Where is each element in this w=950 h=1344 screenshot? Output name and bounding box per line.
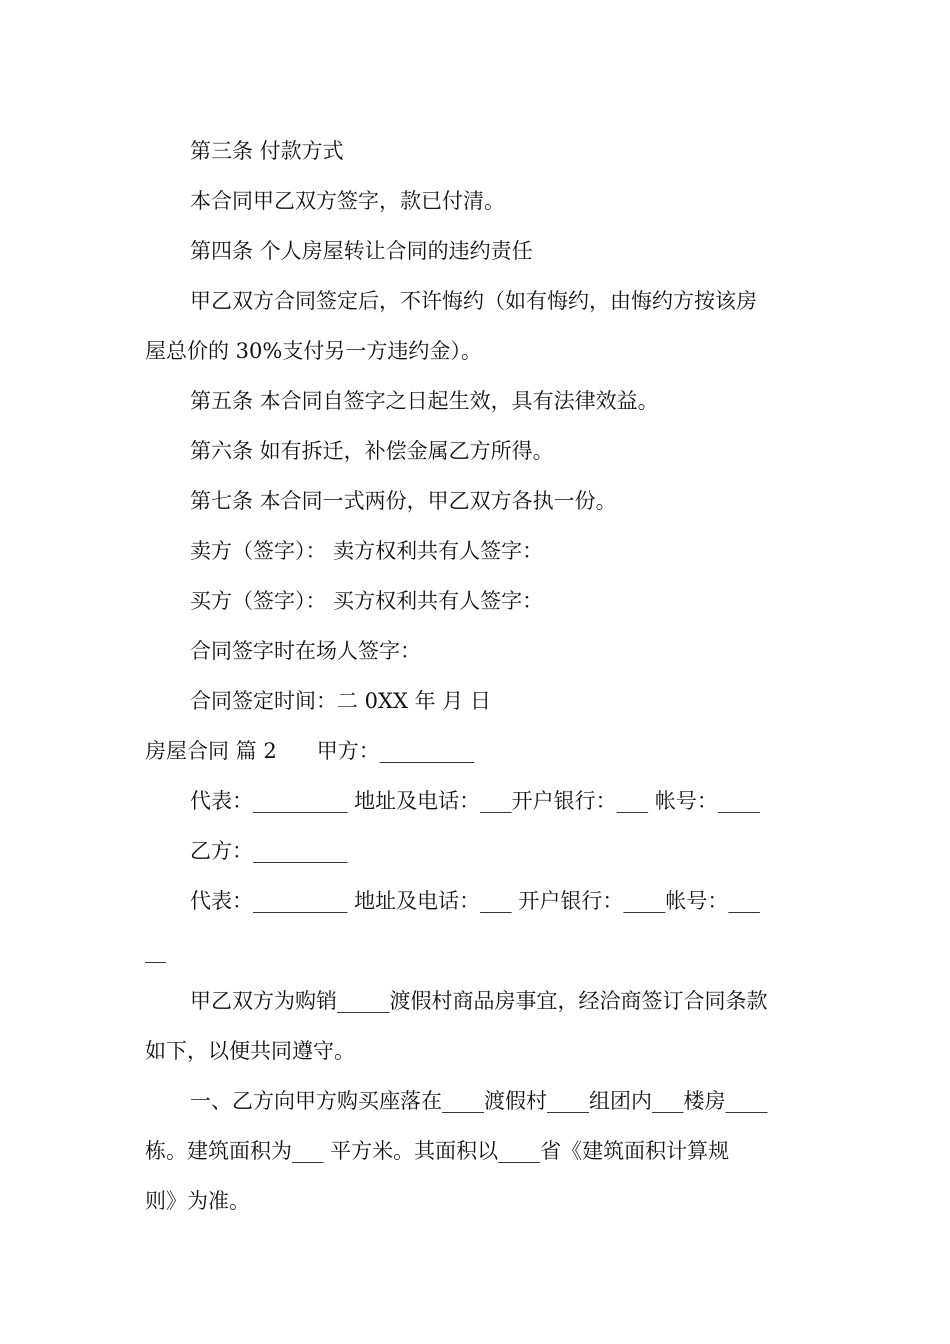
article-4-heading: 第四条 个人房屋转让合同的违约责任 — [190, 239, 533, 263]
contract-2-title-party-a: 房屋合同 篇 2 甲方：_________ — [145, 739, 475, 763]
purpose-paragraph-line1: 甲乙双方为购销_____渡假村商品房事宜，经洽商签订合同条款 — [190, 989, 768, 1013]
buyer-signature-line: 买方（签字）： 买方权利共有人签字： — [190, 589, 544, 613]
purpose-paragraph-line2: 如下，以便共同遵守。 — [145, 1039, 355, 1063]
article-6-text: 第六条 如有拆迁，补偿金属乙方所得。 — [190, 439, 554, 463]
article-4-text-line2: 屋总价的 30%支付另一方违约金）。 — [145, 339, 482, 363]
clause-1-line3: 则》为准。 — [145, 1189, 250, 1213]
party-b-details-continued: __ — [145, 939, 166, 963]
article-7-text: 第七条 本合同一式两份，甲乙双方各执一份。 — [190, 489, 617, 513]
party-b-line: 乙方：_________ — [190, 839, 348, 863]
article-3-heading: 第三条 付款方式 — [190, 139, 344, 163]
clause-1-line2: 栋。建筑面积为___ 平方米。其面积以____省《建筑面积计算规 — [145, 1139, 730, 1163]
party-b-details: 代表：_________ 地址及电话：___ 开户银行：____帐号：___ — [190, 889, 760, 913]
party-a-details: 代表：_________ 地址及电话：___开户银行：___ 帐号：____ — [190, 789, 760, 813]
article-4-text-line1: 甲乙双方合同签定后，不许悔约（如有悔约，由悔约方按该房 — [190, 289, 757, 313]
clause-1-line1: 一、乙方向甲方购买座落在____渡假村____组团内___楼房____ — [190, 1089, 768, 1113]
seller-signature-line: 卖方（签字）： 卖方权利共有人签字： — [190, 539, 544, 563]
signing-date-line: 合同签定时间：二 0XX 年 月 日 — [190, 689, 491, 713]
article-3-text: 本合同甲乙双方签字，款已付清。 — [190, 189, 505, 213]
witness-signature-line: 合同签字时在场人签字： — [190, 639, 421, 663]
article-5-text: 第五条 本合同自签字之日起生效，具有法律效益。 — [190, 389, 659, 413]
